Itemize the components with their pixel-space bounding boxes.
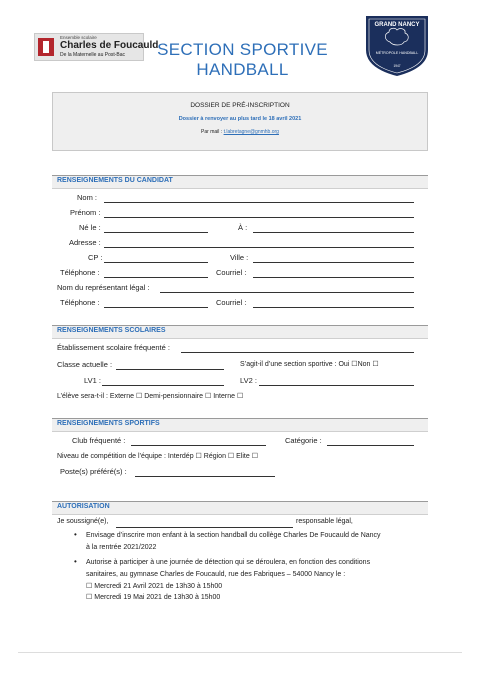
bullet-2-line2: sanitaires, au gymnase Charles de Foucauld, rue des Fabriques – 54000 Nancy le : xyxy=(86,571,346,578)
dossier-mail-line xyxy=(53,129,427,135)
soussigne-field[interactable] xyxy=(116,527,293,528)
regime-question xyxy=(57,392,243,400)
school-logo-line2: Charles de Foucauld xyxy=(60,40,159,51)
demi-pensionnaire-checkbox[interactable]: ☐ xyxy=(204,393,212,400)
postes-label: Poste(s) préféré(s) : xyxy=(60,467,127,476)
school-logo xyxy=(34,33,159,61)
niveau-question xyxy=(57,452,258,460)
bullet-1-line1: Envisage d’inscrire mon enfant à la section handball du collège Charles De Foucauld de Nancy xyxy=(86,532,381,539)
categorie-field[interactable] xyxy=(327,445,414,446)
ville-field[interactable] xyxy=(253,262,414,263)
dossier-title: DOSSIER DE PRÉ-INSCRIPTION xyxy=(190,102,290,109)
lv2-label: LV2 : xyxy=(240,376,257,385)
club-field[interactable] xyxy=(131,445,266,446)
club-label: Club fréquenté : xyxy=(72,436,126,445)
section-autorisation-header xyxy=(52,501,428,515)
club-crest-logo xyxy=(362,12,432,78)
bullet-1-line2: à la rentrée 2021/2022 xyxy=(86,544,157,551)
non-checkbox[interactable]: ☐ xyxy=(372,361,379,368)
lv1-field[interactable] xyxy=(102,385,224,386)
section-sportifs-header xyxy=(52,418,428,432)
section-candidat-header xyxy=(52,175,428,189)
externe-checkbox[interactable]: ☐ xyxy=(136,393,143,400)
classe-label: Classe actuelle : xyxy=(57,360,113,369)
region-checkbox[interactable]: ☐ xyxy=(227,453,235,460)
niveau-label: Niveau de compétition de l’équipe : Interdép xyxy=(57,453,194,460)
date-2-label: Mercredi 19 Mai 2021 de 13h30 à 15h00 xyxy=(94,594,221,601)
dossier-info-box xyxy=(52,92,428,151)
mail-prefix: Par mail : xyxy=(201,129,224,135)
dossier-deadline: Dossier à renvoyer au plus tard le 18 avril 2021 xyxy=(178,116,302,122)
postes-field[interactable] xyxy=(135,476,275,477)
cp-label: CP : xyxy=(88,253,103,262)
categorie-label: Catégorie : xyxy=(285,436,322,445)
elite-checkbox[interactable]: ☐ xyxy=(251,453,259,460)
section-candidat-title: RENSEIGNEMENTS DU CANDIDAT xyxy=(57,177,173,184)
date-2-checkbox[interactable]: ☐ xyxy=(86,594,93,601)
courriel-field[interactable] xyxy=(253,277,414,278)
telephone-field[interactable] xyxy=(104,277,208,278)
classe-field[interactable] xyxy=(116,369,224,370)
telephone2-label: Téléphone : xyxy=(60,298,100,307)
date-1-option xyxy=(86,582,222,590)
ne-le-field[interactable] xyxy=(104,232,208,233)
adresse-label: Adresse : xyxy=(69,238,101,247)
representant-field[interactable] xyxy=(160,292,414,293)
section-scolaires-title: RENSEIGNEMENTS SCOLAIRES xyxy=(57,327,166,334)
je-soussigne-label: Je soussigné(e), xyxy=(57,518,109,525)
oui-checkbox[interactable]: ☐ xyxy=(351,361,358,368)
date-2-option xyxy=(86,593,220,601)
adresse-field[interactable] xyxy=(104,247,414,248)
page-title-line1: SECTION SPORTIVE xyxy=(157,40,328,59)
date-1-checkbox[interactable]: ☐ xyxy=(86,583,93,590)
courriel-label: Courriel : xyxy=(216,268,247,277)
bullet-1-dot: • xyxy=(74,530,77,539)
bullet-2-line1: Autorise à participer à une journée de détection qui se déroulera, en fonction des conditions xyxy=(86,559,371,566)
crest-line1: GRAND NANCY xyxy=(374,22,420,28)
nom-field[interactable] xyxy=(104,202,414,203)
prenom-label: Prénom : xyxy=(70,208,101,217)
section-scolaires-header xyxy=(52,325,428,339)
lv1-label: LV1 : xyxy=(84,376,101,385)
page-title-line2: HANDBALL xyxy=(196,60,289,79)
telephone-label: Téléphone : xyxy=(60,268,100,277)
etablissement-field[interactable] xyxy=(181,352,414,353)
school-logo-line1: Ensemble scolaire xyxy=(60,35,97,40)
section-sportive-label: S’agit-il d’une section sportive : Oui xyxy=(240,361,350,368)
section-sportive-question xyxy=(240,360,379,368)
representant-label: Nom du représentant légal : xyxy=(57,283,150,292)
regime-label: L’élève sera-t-il : Externe xyxy=(57,393,135,400)
lieu-naissance-field[interactable] xyxy=(253,232,414,233)
interne-checkbox[interactable]: ☐ xyxy=(236,393,244,400)
responsable-label: responsable légal, xyxy=(296,518,353,525)
telephone2-field[interactable] xyxy=(104,307,208,308)
etablissement-label: Établissement scolaire fréquenté : xyxy=(57,343,170,352)
prenom-field[interactable] xyxy=(104,217,414,218)
demi-pensionnaire-label: Demi-pensionnaire xyxy=(144,393,203,400)
crest-line2: MÉTROPOLE HANDBALL xyxy=(375,51,419,55)
nom-label: Nom : xyxy=(77,193,98,202)
non-label: Non xyxy=(357,361,371,368)
bullet-2-dot: • xyxy=(74,557,77,566)
a-label: À : xyxy=(238,223,248,232)
school-logo-mark xyxy=(38,38,54,56)
section-sportifs-title: RENSEIGNEMENTS SPORTIFS xyxy=(57,420,160,427)
ne-le-label: Né le : xyxy=(79,223,101,232)
cp-field[interactable] xyxy=(104,262,208,263)
interne-label: Interne xyxy=(213,393,235,400)
region-label: Région xyxy=(203,453,226,460)
courriel2-field[interactable] xyxy=(253,307,414,308)
interdep-checkbox[interactable]: ☐ xyxy=(195,453,202,460)
date-1-label: Mercredi 21 Avril 2021 de 13h30 à 15h00 xyxy=(94,583,223,590)
page-bottom-divider xyxy=(18,652,462,653)
ville-label: Ville : xyxy=(230,253,249,262)
lv2-field[interactable] xyxy=(259,385,414,386)
section-autorisation-title: AUTORISATION xyxy=(57,503,110,510)
courriel2-label: Courriel : xyxy=(216,298,247,307)
elite-label: Elite xyxy=(236,453,250,460)
school-logo-line3: De la Maternelle au Post-Bac xyxy=(60,52,126,58)
crest-year: 1947 xyxy=(393,64,401,68)
mail-link[interactable]: t.labretagne@gnmhb.org xyxy=(223,129,279,135)
